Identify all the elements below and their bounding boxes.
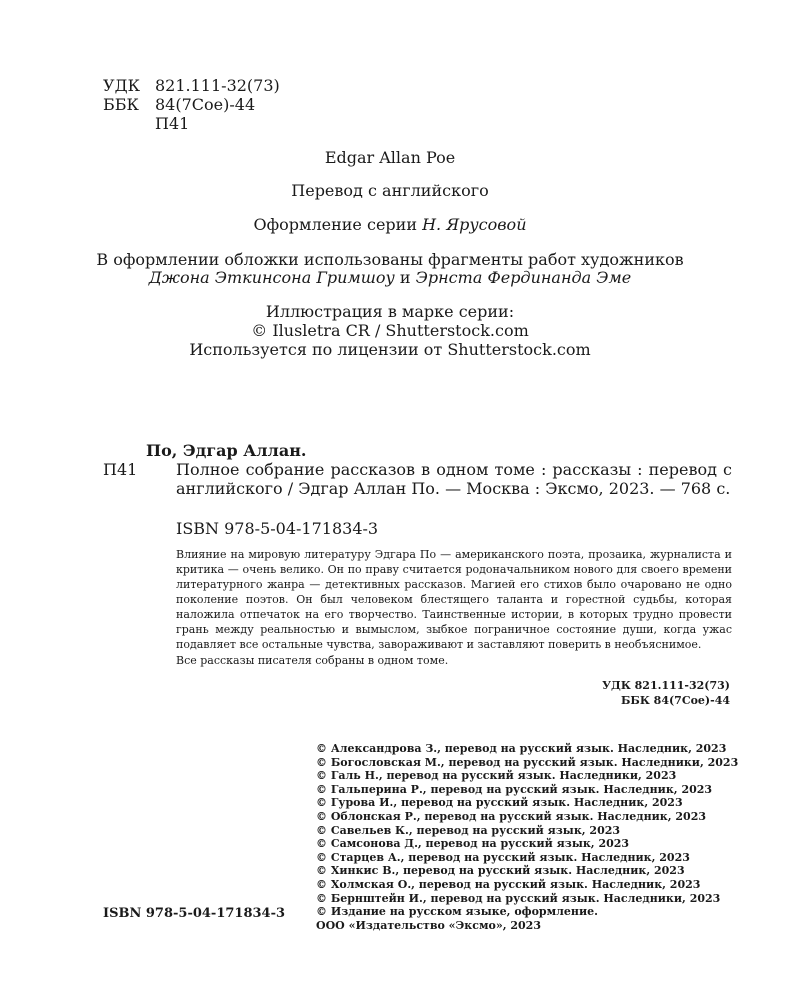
catalog-isbn: ISBN 978-5-04-171834-3 [176,519,379,538]
illustration-credit-3: Используется по лицензии от Shutterstock.com [189,340,591,359]
copyright-line: ООО «Издательство «Эксмо», 2023 [316,918,541,932]
original-author: Edgar Allan Poe [324,148,456,167]
copyright-line: © Александрова З., перевод на русский язык. Наследник, 2023 [316,742,727,755]
copyright-line: © Самсонова Д., перевод на русский язык, 2023 [316,837,630,851]
catalog-code: П41 [103,460,138,479]
annotation [176,547,732,668]
bbk-value: 84(7Сое)-44 [155,95,256,114]
copyright-line: © Холмская О., перевод на русский язык. Наследник, 2023 [316,877,701,891]
bbk-label: ББК [103,95,139,114]
classification-repeat [560,678,730,708]
copyright-list [316,742,738,932]
copyright-line: © Старцев А., перевод на русский язык. Наследник, 2023 [316,850,690,864]
cover-note-line1: В оформлении обложки использованы фрагменты работ художников [96,250,684,269]
bbk-repeat: ББК 84(7Сое)-44 [621,694,730,707]
udk-value: 821.111-32(73) [155,76,280,95]
illustration-credit-2: © Ilusletra CR / Shutterstock.com [251,321,529,340]
series-designer: Н. Ярусовой [422,215,527,234]
copyright-line: © Савельев К., перевод на русский язык, 2023 [316,823,621,837]
copyright-line: © Галь Н., перевод на русский язык. Наследники, 2023 [316,769,677,783]
artist-1: Джона Эткинсона Гримшоу [148,268,395,287]
series-design-prefix: Оформление серии [253,215,417,234]
copyright-line: © Богословская М., перевод на русский язык. Наследники, 2023 [316,755,739,769]
catalog-description: Полное собрание рассказов в одном томе : рассказы : перевод с английского / Эдгар Аллан По. — Москва : Эксмо, 2023. — 768 с. [176,460,732,498]
cover-note-artists [0,268,780,287]
udk-repeat: УДК 821.111-32(73) [602,679,730,692]
series-design [0,215,780,234]
artist-conjunction: и [399,268,411,287]
copyright-line: © Издание на русском языке, оформление. [316,905,598,919]
catalog-heading: По, Эдгар Аллан. [146,441,307,460]
author-mark: П41 [155,114,190,133]
copyright-line: © Бернштейн И., перевод на русский язык. Наследники, 2023 [316,891,721,905]
copyright-line: © Облонская Р., перевод на русский язык. Наследник, 2023 [316,809,706,823]
artist-2: Эрнста Фердинанда Эме [415,268,632,287]
annotation-paragraph-1: Влияние на мировую литературу Эдгара По — американского поэта, прозаика, журналиста и критика — очень велико. Он по праву считается родоначальником нового для своего времени литературного жанра — детективных рассказов. Магией его стихов было очаровано не одно поколение поэтов. Он был человеком блестящего таланта и горестной судьбы, которая наложила отпечаток на его творчество. Таинственные истории, в которых трудно провести грань между реальностью и вымыслом, зыбкое пограничное состояние души, когда ужас подавляет все остальные чувства, завораживают и заставляют поверить в необъяснимое. [176,548,732,651]
copyright-line: © Хинкис В., перевод на русский язык. Наследник, 2023 [316,864,685,878]
udk-label: УДК [103,76,140,95]
annotation-paragraph-2: Все рассказы писателя собраны в одном томе. [176,654,449,667]
translation-note: Перевод с английского [291,181,489,200]
copyright-line: © Гурова И., перевод на русский язык. Наследник, 2023 [316,796,683,810]
classification-codes [103,76,280,133]
copyright-line: © Гальперина Р., перевод на русский язык. Наследник, 2023 [316,782,713,796]
isbn-bottom: ISBN 978-5-04-171834-3 [103,906,286,921]
illustration-credit-1: Иллюстрация в марке серии: [265,302,515,321]
